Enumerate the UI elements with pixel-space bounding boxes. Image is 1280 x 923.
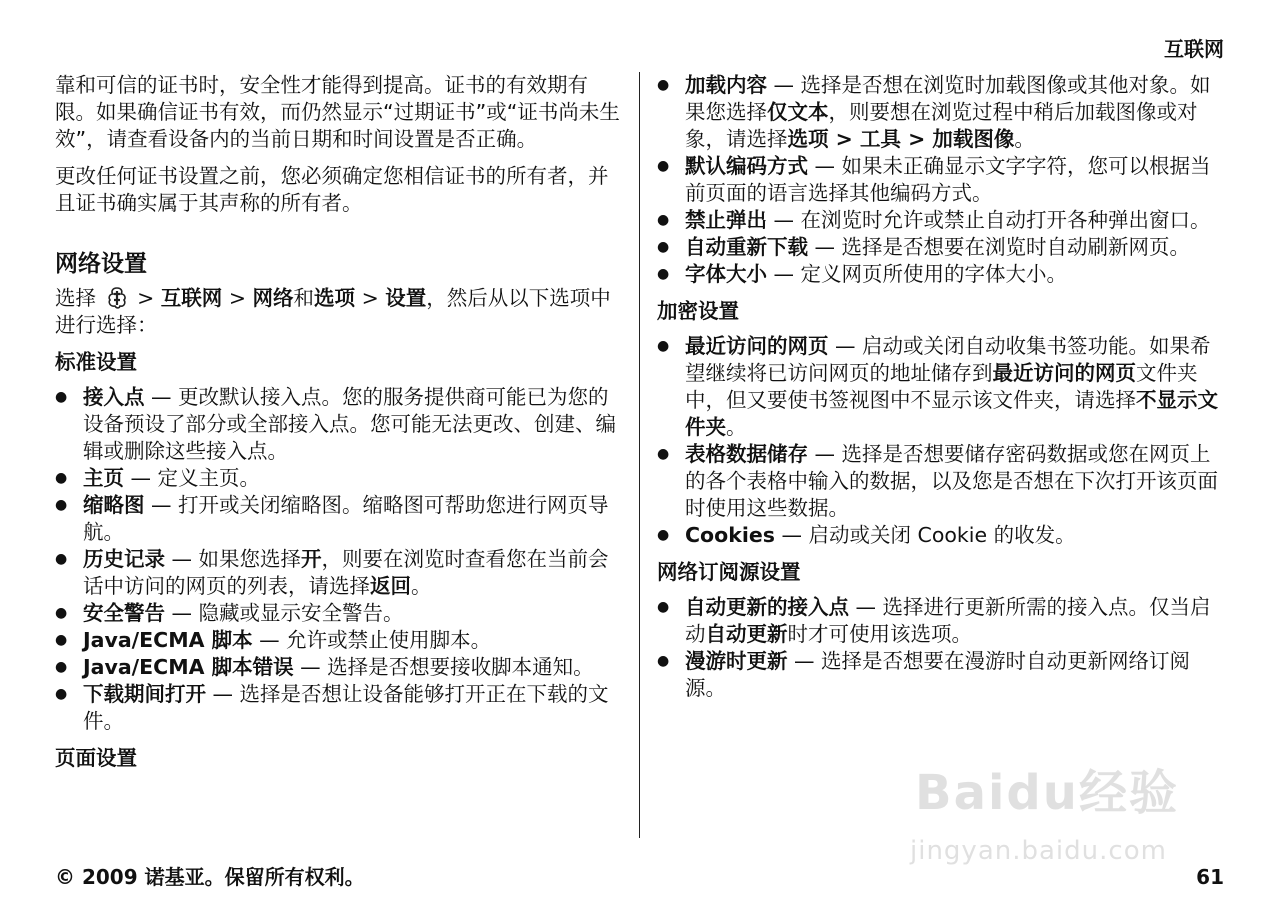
term-history: 历史记录 — [83, 547, 165, 571]
item-description: ，则要在浏览时查看您在当前会话中访问的网页的列表，请选择 — [83, 547, 609, 598]
item-description: — 定义主页。 — [124, 466, 261, 490]
term-auto-reload: 自动重新下载 — [685, 235, 808, 259]
path-settings: 设置 — [385, 286, 427, 310]
web-feed-settings-list — [657, 594, 1227, 702]
right-column — [657, 72, 1227, 708]
item-description: — 更改默认接入点。您的服务提供商可能已为您的设备预设了部分或全部接入点。您可能无法更改、创建、编辑或删除这些接入点。 — [83, 385, 616, 463]
term-java-ecma-script: Java/ECMA 脚本 — [83, 628, 253, 652]
list-item — [657, 153, 1227, 207]
list-item — [657, 594, 1227, 648]
item-description: — 允许或禁止使用脚本。 — [252, 628, 492, 652]
list-item — [657, 234, 1227, 261]
list-item — [55, 465, 620, 492]
subhead-standard-settings: 标准设置 — [55, 350, 137, 374]
footer-copyright: © 2009 诺基亚。保留所有权利。 — [55, 865, 365, 889]
item-description: — 选择是否想要在浏览时自动刷新网页。 — [808, 235, 1191, 259]
item-description: — 选择是否想要储存密码数据或您在网页上的各个表格中输入的数据，以及您是否想在下次打开该页面时使用这些数据。 — [685, 442, 1218, 520]
term-auto-update-access-point: 自动更新的接入点 — [685, 595, 849, 619]
item-description: — 选择进行更新所需的接入点。仅当启动 — [685, 595, 1211, 646]
section-title-network-settings: 网络设置 — [55, 251, 147, 277]
term-open-while-downloading: 下载期间打开 — [83, 682, 206, 706]
term-update-when-roaming: 漫游时更新 — [685, 649, 788, 673]
header-title: 互联网 — [1164, 37, 1224, 61]
paragraph-certificate-validity: 靠和可信的证书时，安全性才能得到提高。证书的有效期有限。如果确信证书有效，而仍然显示“过期证书”或“证书尚未生效”，请查看设备内的当前日期和时间设置是否正确。 — [55, 73, 620, 151]
item-description: 时才可使用该选项。 — [787, 622, 972, 646]
item-description: — 打开或关闭缩略图。缩略图可帮助您进行网页导航。 — [83, 493, 609, 544]
term-block-popups: 禁止弹出 — [685, 208, 767, 232]
path-network: 网络 — [252, 286, 294, 310]
option-text-only: 仅文本 — [767, 100, 829, 124]
option-tools: 工具 — [859, 127, 901, 151]
list-item — [55, 492, 620, 546]
item-description: — 选择是否想让设备能够打开正在下载的文件。 — [83, 682, 609, 733]
list-item — [657, 207, 1227, 234]
term-homepage: 主页 — [83, 466, 124, 490]
privacy-settings-list — [657, 333, 1227, 549]
path-options: 选项 — [314, 286, 356, 310]
watermark-url: jingyan.baidu.com — [910, 836, 1167, 866]
item-description: 文件夹中，但又要使书签视图中不显示该文件夹，请选择 — [685, 361, 1198, 412]
settings-path-intro — [55, 285, 620, 339]
page-number: 61 — [1196, 865, 1224, 889]
term-form-data: 表格数据储存 — [685, 442, 808, 466]
term-access-point: 接入点 — [83, 385, 145, 409]
column-divider — [639, 72, 640, 838]
path-separator: > — [228, 286, 246, 310]
term-default-encoding: 默认编码方式 — [685, 154, 808, 178]
option-hide-folder: 不显示文件夹 — [685, 388, 1218, 439]
option-options: 选项 — [787, 127, 829, 151]
standard-settings-list — [55, 384, 620, 735]
option-on: 开 — [301, 547, 322, 571]
intro-pre: 选择 — [55, 286, 96, 310]
list-item — [55, 681, 620, 735]
option-auto-update: 自动更新 — [705, 622, 788, 646]
list-item — [55, 627, 620, 654]
item-description: — 启动或关闭 Cookie 的收发。 — [774, 523, 1076, 547]
term-cookies: Cookies — [685, 523, 775, 547]
item-description: — 在浏览时允许或禁止自动打开各种弹出窗口。 — [767, 208, 1211, 232]
item-description: — 选择是否想在浏览时加载图像或其他对象。如果您选择 — [685, 73, 1211, 124]
item-description: — 定义网页所使用的字体大小。 — [767, 262, 1068, 286]
term-java-ecma-script-errors: Java/ECMA 脚本错误 — [83, 655, 294, 679]
path-separator: > — [361, 286, 379, 310]
list-item — [55, 384, 620, 465]
list-item — [657, 72, 1227, 153]
item-description: 。 — [1014, 127, 1035, 151]
intro-post: ，然后从以下选项中进行选择： — [55, 286, 611, 337]
path-and: 和 — [293, 286, 315, 310]
left-column — [55, 72, 620, 780]
list-item — [55, 546, 620, 600]
path-separator: > — [900, 127, 933, 151]
list-item — [657, 441, 1227, 522]
item-description: — 启动或关闭自动收集书签功能。如果希望继续将已访问网页的地址储存到 — [685, 334, 1211, 385]
list-item — [55, 600, 620, 627]
term-load-content: 加载内容 — [685, 73, 767, 97]
term-thumbnail: 缩略图 — [83, 493, 145, 517]
list-item — [657, 522, 1227, 549]
path-separator: > — [828, 127, 860, 151]
subhead-web-feed-settings: 网络订阅源设置 — [657, 560, 801, 584]
term-font-size: 字体大小 — [685, 262, 767, 286]
item-description: — 隐藏或显示安全警告。 — [165, 601, 404, 625]
subhead-privacy-settings: 加密设置 — [657, 299, 739, 323]
path-separator: > — [137, 286, 155, 310]
list-item — [657, 648, 1227, 702]
item-description: — 如果未正确显示文字字符，您可以根据当前页面的语言选择其他编码方式。 — [685, 154, 1211, 205]
menu-key-icon — [107, 287, 127, 309]
option-load-images: 加载图像 — [932, 127, 1015, 151]
folder-recently-visited: 最近访问的网页 — [992, 361, 1136, 385]
item-description: ，则要想在浏览过程中稍后加载图像或对象，请选择 — [685, 100, 1198, 151]
option-back: 返回 — [370, 574, 411, 598]
page-settings-list — [657, 72, 1227, 288]
term-security-warnings: 安全警告 — [83, 601, 165, 625]
item-description: — 选择是否想要在漫游时自动更新网络订阅源。 — [685, 649, 1191, 700]
item-description: — 选择是否想要接收脚本通知。 — [293, 655, 594, 679]
path-internet: 互联网 — [160, 286, 223, 310]
item-description: — 如果您选择 — [165, 547, 302, 571]
list-item — [55, 654, 620, 681]
item-description: 。 — [411, 574, 432, 598]
subhead-page-settings: 页面设置 — [55, 746, 137, 770]
list-item — [657, 333, 1227, 441]
watermark-logo: Baidu经验 — [915, 765, 1179, 821]
baidu-watermark — [905, 740, 1205, 880]
term-recently-visited: 最近访问的网页 — [685, 334, 829, 358]
paragraph-certificate-owner: 更改任何证书设置之前，您必须确定您相信证书的所有者，并且证书确实属于其声称的所有者。 — [55, 164, 609, 215]
list-item — [657, 261, 1227, 288]
item-description: 。 — [726, 415, 747, 439]
